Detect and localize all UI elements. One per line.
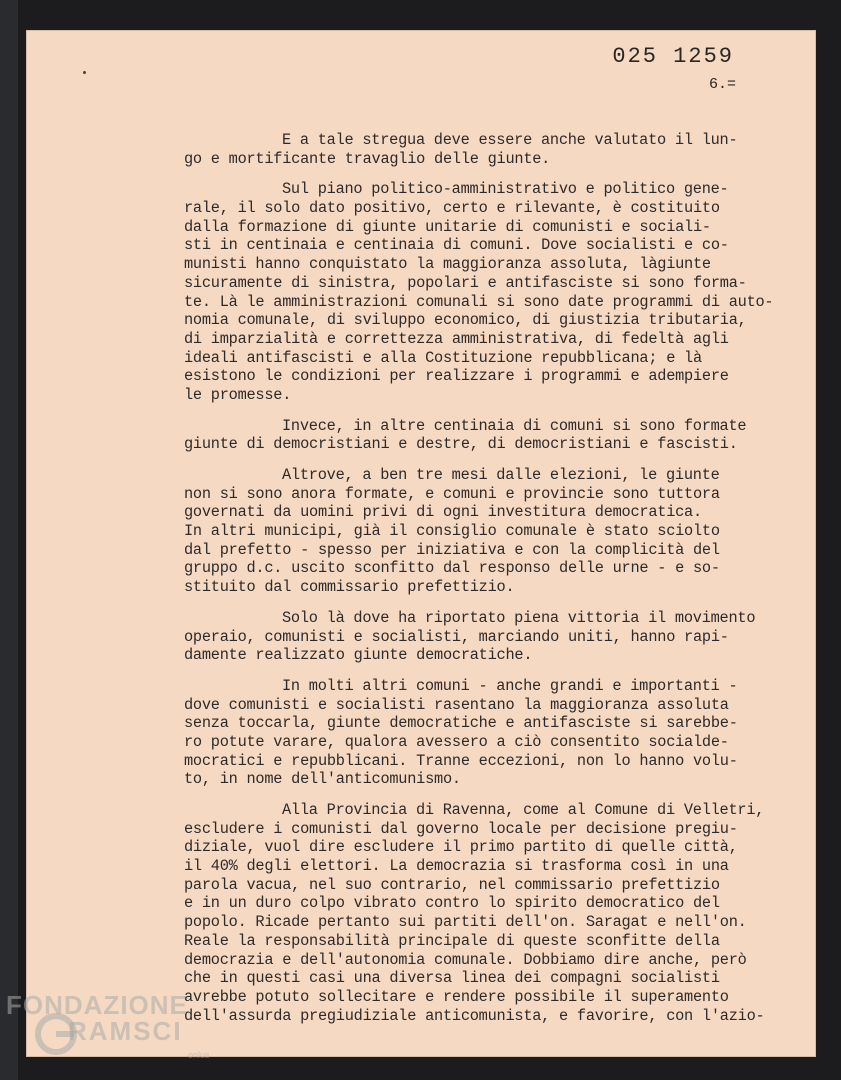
paragraph xyxy=(184,131,814,168)
document-page xyxy=(26,30,816,1057)
text-line: sicuramente di sinistra, popolari e antifasciste si sono forma- xyxy=(184,273,747,292)
paragraph xyxy=(184,677,814,789)
text-line: che in questi casi una diversa linea dei compagni socialisti xyxy=(184,969,720,988)
document-number: 025 1259 xyxy=(612,44,734,69)
text-line: te. Là le amministrazioni comunali si sono date programmi di auto- xyxy=(184,292,774,311)
text-line: dal prefetto - spesso per iniziativa e con la complicità del xyxy=(184,540,720,559)
scanner-edge xyxy=(0,0,18,1080)
text-line: dalla formazione di giunte unitarie di comunisti e sociali- xyxy=(184,217,711,236)
paragraph xyxy=(184,180,814,404)
text-line: diziale, vuol dire escludere il primo partito di quelle città, xyxy=(184,838,738,857)
text-line: damente realizzato giunte democratiche. xyxy=(184,646,533,665)
text-line: democrazia e dell'autonomia comunale. Dobbiamo dire anche, però xyxy=(184,950,747,969)
paragraph xyxy=(184,466,814,597)
text-line: e in un duro colpo vibrato contro lo spirito democratico del xyxy=(184,894,720,913)
text-line: go e mortificante travaglio delle giunte. xyxy=(184,149,551,168)
text-line: Sul piano politico-amministrativo e politico gene- xyxy=(282,180,729,199)
paragraph xyxy=(184,801,814,1025)
text-line: In molti altri comuni - anche grandi e importanti - xyxy=(282,676,738,695)
text-line: senza toccarla, giunte democratiche e antifasciste si sarebbe- xyxy=(184,714,738,733)
document-body xyxy=(184,131,814,1037)
text-line: le promesse. xyxy=(184,385,292,404)
text-line: dove comunisti e socialisti rasentano la maggioranza assoluta xyxy=(184,695,729,714)
page-number: 6.= xyxy=(708,76,736,93)
text-line: to, in nome dell'anticomunismo. xyxy=(184,770,461,789)
paper-speck xyxy=(83,71,86,74)
text-line: Alla Provincia di Ravenna, come al Comune di Velletri, xyxy=(282,801,765,819)
text-line: escludere i comunisti dal governo locale per decisione pregiu- xyxy=(184,819,738,838)
text-line: avrebbe potuto sollecitare e rendere possibile il superamento xyxy=(184,987,729,1006)
text-line: Reale la responsabilità principale di queste sconfitte della xyxy=(184,931,720,950)
text-line: ro potute varare, qualora avessero a ciò consentito socialde- xyxy=(184,732,729,751)
text-line: mocratici e repubblicani. Tranne eccezioni, non lo hanno volu- xyxy=(184,751,738,770)
text-line: sti in centinaia e centinaia di comuni. Dove socialisti e co- xyxy=(184,236,729,255)
text-line: munisti hanno conquistato la maggioranza assoluta, làgiunte xyxy=(184,255,711,274)
watermark-line1: FONDAZIONE xyxy=(6,990,188,1020)
text-line: ideali antifascisti e alla Costituzione repubblicana; e là xyxy=(184,348,702,367)
text-line: parola vacua, nel suo contrario, nel commissario prefettizio xyxy=(184,875,720,894)
text-line: gruppo d.c. uscito sconfitto dal responso delle urne - e so- xyxy=(184,559,720,578)
text-line: di imparzialità e correttezza amministrativa, di fedeltà agli xyxy=(184,329,729,348)
text-line: nomia comunale, di sviluppo economico, di giustizia tributaria, xyxy=(184,311,747,330)
watermark-line2: RAMSCI xyxy=(68,1016,183,1046)
text-line: governati da uomini privi di ogni investitura democratica. xyxy=(184,503,702,522)
paragraph xyxy=(184,417,814,454)
text-line: non si sono anora formate, e comuni e provincie sono tuttora xyxy=(184,484,720,503)
text-line: In altri municipi, già il consiglio comunale è stato sciolto xyxy=(184,522,720,541)
fondazione-gramsci-watermark xyxy=(6,990,226,1075)
text-line: popolo. Ricade pertanto sui partiti dell'on. Saragat e nell'on. xyxy=(184,913,747,932)
text-line: esistono le condizioni per realizzare i programmi e adempiere xyxy=(184,367,729,386)
text-line: operaio, comunisti e socialisti, marciando uniti, hanno rapi- xyxy=(184,627,729,646)
text-line: Solo là dove ha riportato piena vittoria il movimento xyxy=(282,608,756,627)
text-line: Invece, in altre centinaia di comuni si sono formate xyxy=(282,416,747,435)
watermark-suffix: onlus xyxy=(188,1050,210,1060)
text-line: Altrove, a ben tre mesi dalle elezioni, le giunte xyxy=(282,466,720,484)
text-line: rale, il solo dato positivo, certo e rilevante, è costituito xyxy=(184,199,720,218)
text-line: E a tale stregua deve essere anche valutato il lun- xyxy=(282,131,738,149)
text-line: stituito dal commissario prefettizio. xyxy=(184,578,515,597)
text-line: dell'assurda pregiudiziale anticomunista, e favorire, con l'azio- xyxy=(184,1006,765,1025)
text-line: giunte di democristiani e destre, di democristiani e fascisti. xyxy=(184,435,738,454)
text-line: il 40% degli elettori. La democrazia si trasforma così in una xyxy=(184,857,729,876)
paragraph xyxy=(184,609,814,665)
